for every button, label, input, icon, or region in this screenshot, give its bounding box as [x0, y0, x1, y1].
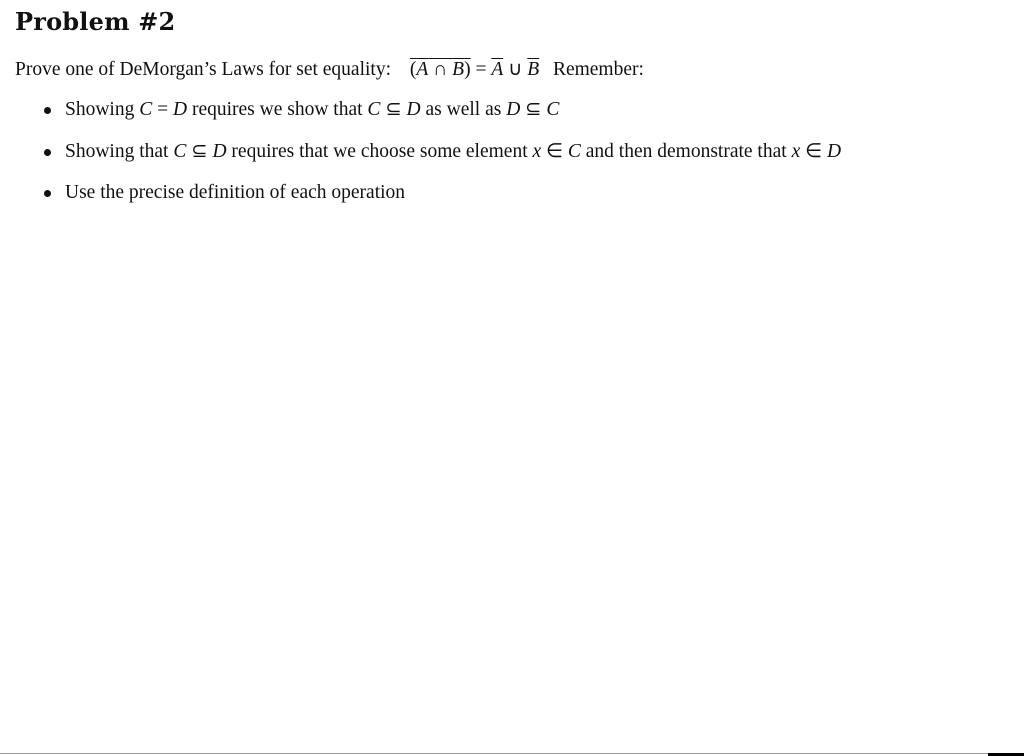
remember-label: Remember:: [552, 59, 644, 80]
bullet-text: requires that we choose some element: [226, 140, 533, 162]
intro-text: Prove one of DeMorgan’s Laws for set equality:: [15, 59, 392, 80]
formula-set-a: A: [416, 59, 429, 80]
math-symbol: D: [826, 140, 842, 162]
math-symbol: x: [532, 140, 542, 162]
math-symbol: D: [506, 99, 521, 120]
list-item: [40, 138, 841, 180]
problem-statement: [15, 56, 1015, 84]
formula-a-complement: $\overline{A}$: [491, 59, 504, 80]
formula-set-b: B: [452, 59, 465, 80]
list-item: [40, 179, 841, 221]
formula-union: ∪: [503, 59, 528, 80]
page-bottom-divider: [0, 753, 1024, 754]
bullet-icon: [44, 149, 51, 156]
bullet-text: Showing: [65, 99, 140, 120]
bullet-icon: [44, 190, 51, 197]
math-operator: ⊆: [186, 140, 213, 162]
math-operator: ⊆: [380, 99, 407, 120]
bullet-text: requires we show that: [187, 99, 368, 120]
formula-lhs-open: (: [409, 59, 417, 80]
math-symbol: C: [173, 140, 187, 162]
bullet-text: as well as: [420, 99, 507, 120]
bullet-text: Use the precise definition of each operation: [65, 182, 406, 203]
formula-equals: =: [470, 59, 492, 80]
list-item: [40, 96, 841, 138]
bullet-text: Showing that: [65, 140, 174, 162]
bullet-text: and then demonstrate that: [580, 140, 792, 162]
math-symbol: D: [173, 99, 188, 120]
math-operator: ⊆: [520, 99, 547, 120]
math-symbol: C: [567, 140, 581, 162]
bullet-icon: [44, 107, 51, 114]
formula-lhs-close: ): [464, 59, 471, 80]
math-operator: =: [152, 99, 173, 120]
demorgan-formula: [410, 56, 539, 84]
math-operator: ∈: [800, 140, 827, 162]
math-operator: ∈: [541, 140, 568, 162]
math-symbol: D: [406, 99, 421, 120]
reminder-list: [40, 96, 841, 221]
formula-b-complement: $\overline{B}$: [527, 59, 540, 80]
math-symbol: D: [212, 140, 227, 162]
math-symbol: x: [791, 140, 801, 162]
math-symbol: C: [546, 99, 560, 120]
page-title: Problem #2: [15, 7, 176, 36]
formula-intersection: ∩: [428, 59, 453, 80]
math-symbol: C: [139, 99, 153, 120]
formula-lhs-complement: [410, 59, 471, 80]
math-symbol: C: [367, 99, 381, 120]
